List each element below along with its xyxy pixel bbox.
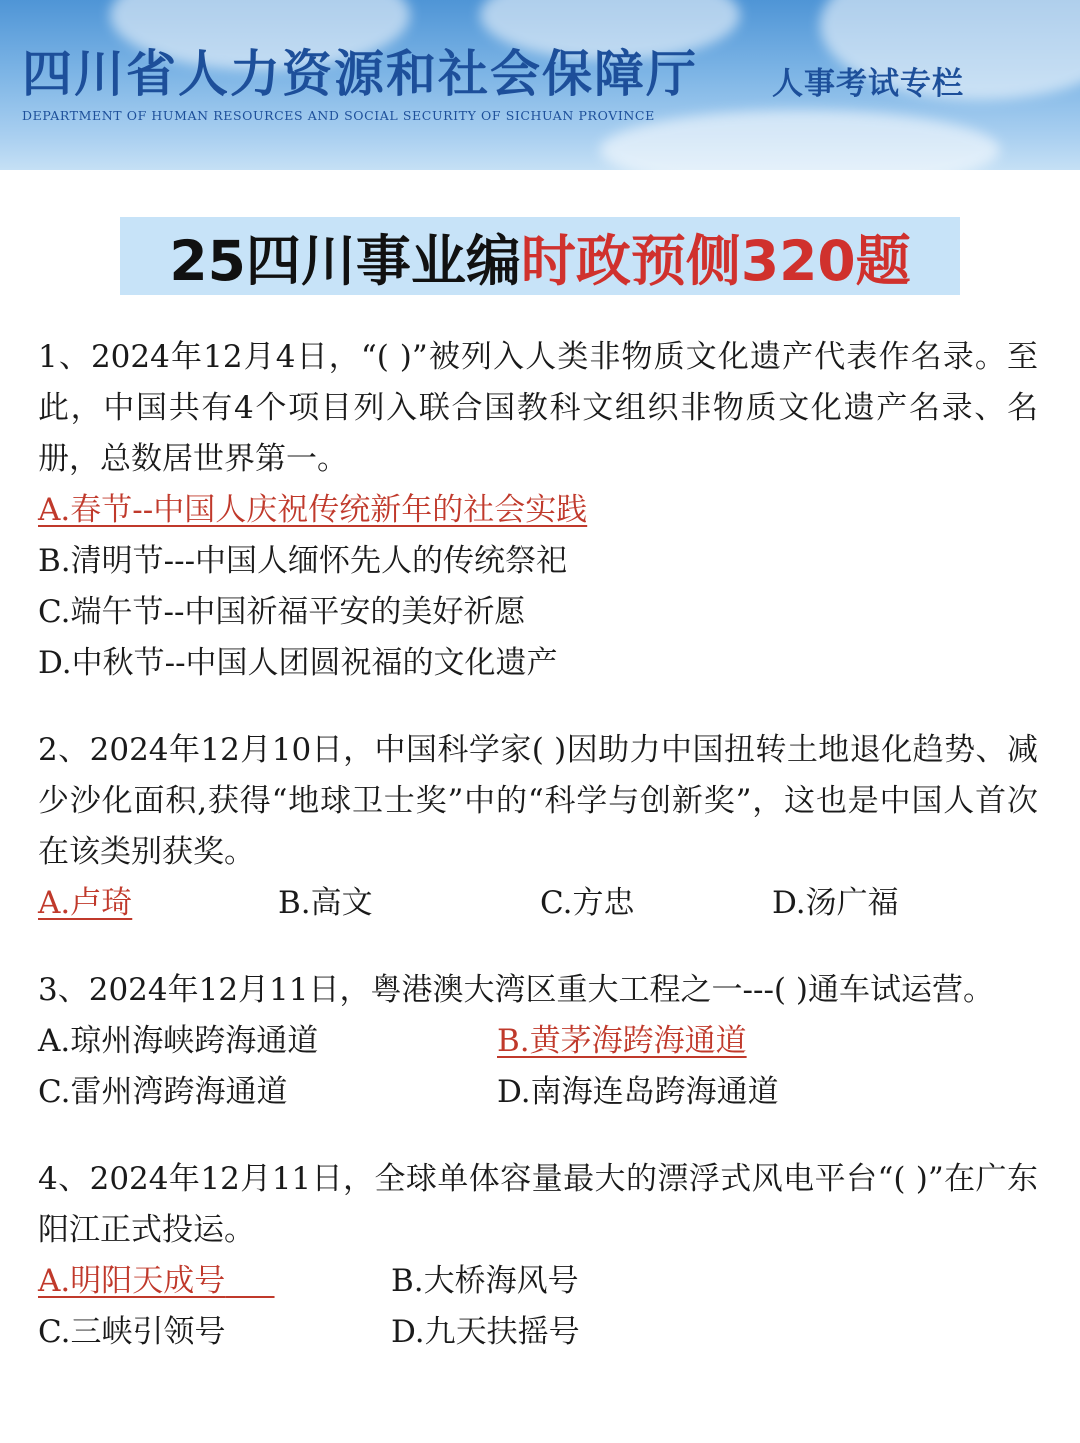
question-1: [38, 332, 1038, 689]
page-headline: [120, 217, 960, 295]
option-c: C.端午节--中国祈福平安的美好祈愿: [38, 594, 526, 630]
column-label: 人事考试专栏: [772, 66, 964, 102]
option-b: B.高文: [278, 885, 373, 921]
option-d: D.南海连岛跨海通道: [497, 1074, 779, 1110]
option-c: C.方忠: [540, 885, 635, 921]
option-c: C.雷州湾跨海通道: [38, 1074, 288, 1110]
question-3: [38, 965, 1038, 1118]
headline-part1: 25四川事业编: [169, 228, 521, 293]
headline-part2: 时政预侧320题: [520, 228, 911, 293]
question-text: 4、2024年12月11日，全球单体容量最大的漂浮式风电平台“( )”在广东阳江正式投运。: [38, 1161, 1038, 1248]
question-text: 3、2024年12月11日，粤港澳大湾区重大工程之一---( )通车试运营。: [38, 972, 994, 1008]
option-a-correct: A.春节--中国人庆祝传统新年的社会实践: [38, 492, 588, 528]
option-d: D.汤广福: [772, 885, 899, 921]
option-b: B.清明节---中国人缅怀先人的传统祭祀: [38, 543, 568, 579]
option-d: D.九天扶摇号: [391, 1314, 580, 1350]
department-english-name: DEPARTMENT OF HUMAN RESOURCES AND SOCIAL SECURITY OF SICHUAN PROVINCE: [22, 108, 655, 123]
option-a-correct: A.卢琦: [38, 885, 133, 921]
question-2: [38, 725, 1038, 929]
option-a: A.琼州海峡跨海通道: [38, 1023, 319, 1059]
cloud-decoration: [600, 110, 1000, 170]
option-b: B.大桥海风号: [391, 1263, 579, 1299]
question-4: [38, 1154, 1038, 1358]
option-d: D.中秋节--中国人团圆祝福的文化遗产: [38, 645, 558, 681]
question-list: [38, 332, 1038, 1358]
option-c: C.三峡引领号: [38, 1314, 226, 1350]
option-b-correct: B.黄茅海跨海通道: [497, 1023, 747, 1059]
question-text: 2、2024年12月10日，中国科学家( )因助力中国扭转土地退化趋势、减少沙化面积,获得“地球卫士奖”中的“科学与创新奖”，这也是中国人首次在该类别获奖。: [38, 732, 1038, 870]
header-banner: [0, 0, 1080, 170]
question-text: 1、2024年12月4日，“( )”被列入人类非物质文化遗产代表作名录。至此，中国共有4个项目列入联合国教科文组织非物质文化遗产名录、名册，总数居世界第一。: [38, 339, 1038, 477]
option-a-correct: A.明阳天成号: [38, 1263, 226, 1299]
department-title: 四川省人力资源和社会保障厅: [22, 45, 698, 103]
